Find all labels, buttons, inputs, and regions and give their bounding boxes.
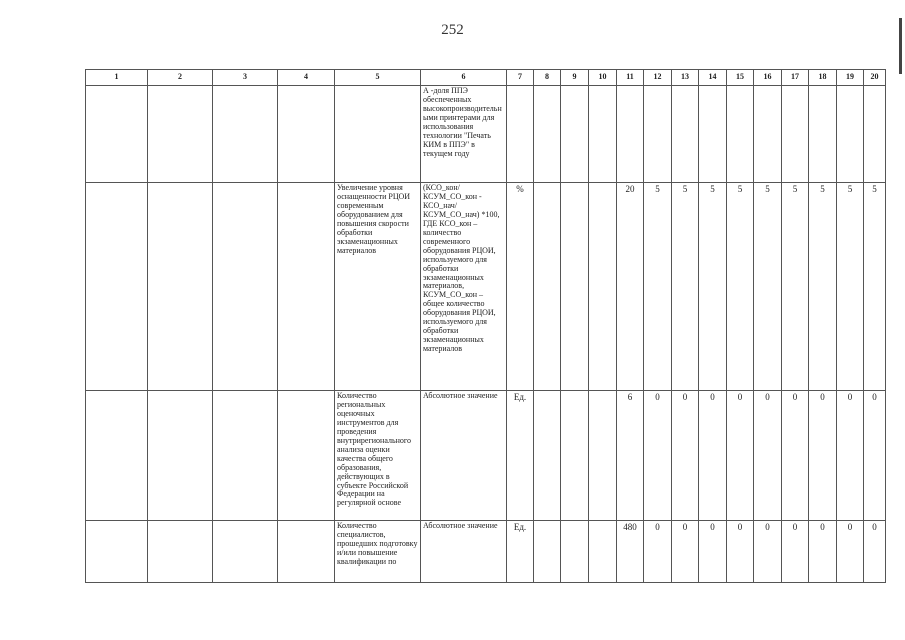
column-header: 3 [213, 70, 278, 86]
column-header: 19 [837, 70, 864, 86]
empty-cell [589, 183, 617, 391]
method-cell: (КСО_кон/КСУМ_СО_кон - КСО_нач/КСУМ_СО_нач) *100, ГДЕ КСО_кон – количество современного оборудования РЦОИ, используемого для обработки экзаменационных материалов, КСУМ_СО_кон – общее количество оборудования РЦОИ, используемого для обработки экзаменационных материалов [421, 183, 507, 391]
empty-cell [86, 86, 148, 183]
indicators-table [85, 69, 886, 583]
indicator-cell: Увеличение уровня оснащенности РЦОИ современным оборудованием для повышения скорости обработки экзаменационных материалов [335, 183, 421, 391]
column-header: 2 [148, 70, 213, 86]
table-row [86, 521, 886, 583]
value-cell: 0 [864, 391, 886, 521]
empty-cell [589, 391, 617, 521]
value-cell: 0 [644, 391, 672, 521]
value-cell: 5 [864, 183, 886, 391]
empty-cell [278, 183, 335, 391]
table-row [86, 86, 886, 183]
column-header: 18 [809, 70, 837, 86]
value-cell [864, 86, 886, 183]
column-header: 6 [421, 70, 507, 86]
empty-cell [561, 86, 589, 183]
value-cell: 0 [809, 391, 837, 521]
method-cell: Абсолютное значение [421, 521, 507, 583]
value-cell: 0 [727, 391, 754, 521]
empty-cell [148, 86, 213, 183]
value-cell: 5 [754, 183, 782, 391]
empty-cell [561, 391, 589, 521]
column-header: 16 [754, 70, 782, 86]
unit-cell [507, 86, 534, 183]
value-cell [672, 86, 699, 183]
method-cell: Абсолютное значение [421, 391, 507, 521]
value-cell [754, 86, 782, 183]
value-cell: 0 [727, 521, 754, 583]
empty-cell [148, 391, 213, 521]
column-header: 7 [507, 70, 534, 86]
header-row [86, 70, 886, 86]
value-cell: 480 [617, 521, 644, 583]
empty-cell [148, 183, 213, 391]
value-cell: 5 [644, 183, 672, 391]
empty-cell [534, 86, 561, 183]
value-cell: 0 [644, 521, 672, 583]
indicator-cell [335, 86, 421, 183]
column-header: 11 [617, 70, 644, 86]
empty-cell [534, 521, 561, 583]
column-header: 10 [589, 70, 617, 86]
table-row [86, 183, 886, 391]
empty-cell [278, 86, 335, 183]
unit-cell: % [507, 183, 534, 391]
empty-cell [213, 521, 278, 583]
column-header: 17 [782, 70, 809, 86]
value-cell: 0 [754, 391, 782, 521]
value-cell [617, 86, 644, 183]
value-cell: 0 [699, 521, 727, 583]
indicator-cell: Количество региональных оценочных инструментов для проведения внутрирегионального анализа оценки качества общего образования, действующих в субъекте Российской Федерации на регулярной основе [335, 391, 421, 521]
column-header: 13 [672, 70, 699, 86]
value-cell: 20 [617, 183, 644, 391]
empty-cell [213, 86, 278, 183]
empty-cell [534, 391, 561, 521]
value-cell [809, 86, 837, 183]
empty-cell [561, 183, 589, 391]
value-cell: 0 [837, 391, 864, 521]
margin-mark [899, 18, 902, 74]
value-cell [699, 86, 727, 183]
value-cell: 0 [782, 521, 809, 583]
indicator-cell: Количество специалистов, прошедших подготовку и/или повышение квалификации по [335, 521, 421, 583]
column-header: 12 [644, 70, 672, 86]
value-cell [782, 86, 809, 183]
column-header: 20 [864, 70, 886, 86]
value-cell: 0 [864, 521, 886, 583]
value-cell: 0 [754, 521, 782, 583]
column-header: 1 [86, 70, 148, 86]
value-cell [644, 86, 672, 183]
column-header: 9 [561, 70, 589, 86]
empty-cell [86, 521, 148, 583]
value-cell: 5 [699, 183, 727, 391]
value-cell: 0 [782, 391, 809, 521]
method-cell: А -доля ППЭ обеспеченных высокопроизводительными принтерами для использования технологии "Печать КИМ в ППЭ" в текущем году [421, 86, 507, 183]
empty-cell [278, 521, 335, 583]
empty-cell [86, 391, 148, 521]
value-cell: 0 [837, 521, 864, 583]
value-cell: 5 [837, 183, 864, 391]
empty-cell [213, 391, 278, 521]
empty-cell [561, 521, 589, 583]
value-cell [837, 86, 864, 183]
empty-cell [86, 183, 148, 391]
column-header: 5 [335, 70, 421, 86]
empty-cell [589, 86, 617, 183]
page-number: 252 [441, 22, 464, 38]
value-cell: 6 [617, 391, 644, 521]
value-cell: 0 [699, 391, 727, 521]
value-cell: 0 [809, 521, 837, 583]
empty-cell [589, 521, 617, 583]
column-header: 4 [278, 70, 335, 86]
empty-cell [213, 183, 278, 391]
value-cell: 0 [672, 521, 699, 583]
table-row [86, 391, 886, 521]
empty-cell [148, 521, 213, 583]
column-header: 8 [534, 70, 561, 86]
value-cell: 0 [672, 391, 699, 521]
value-cell: 5 [672, 183, 699, 391]
empty-cell [534, 183, 561, 391]
empty-cell [278, 391, 335, 521]
value-cell: 5 [727, 183, 754, 391]
column-header: 15 [727, 70, 754, 86]
unit-cell: Ед. [507, 391, 534, 521]
column-header: 14 [699, 70, 727, 86]
unit-cell: Ед. [507, 521, 534, 583]
value-cell [727, 86, 754, 183]
value-cell: 5 [809, 183, 837, 391]
value-cell: 5 [782, 183, 809, 391]
